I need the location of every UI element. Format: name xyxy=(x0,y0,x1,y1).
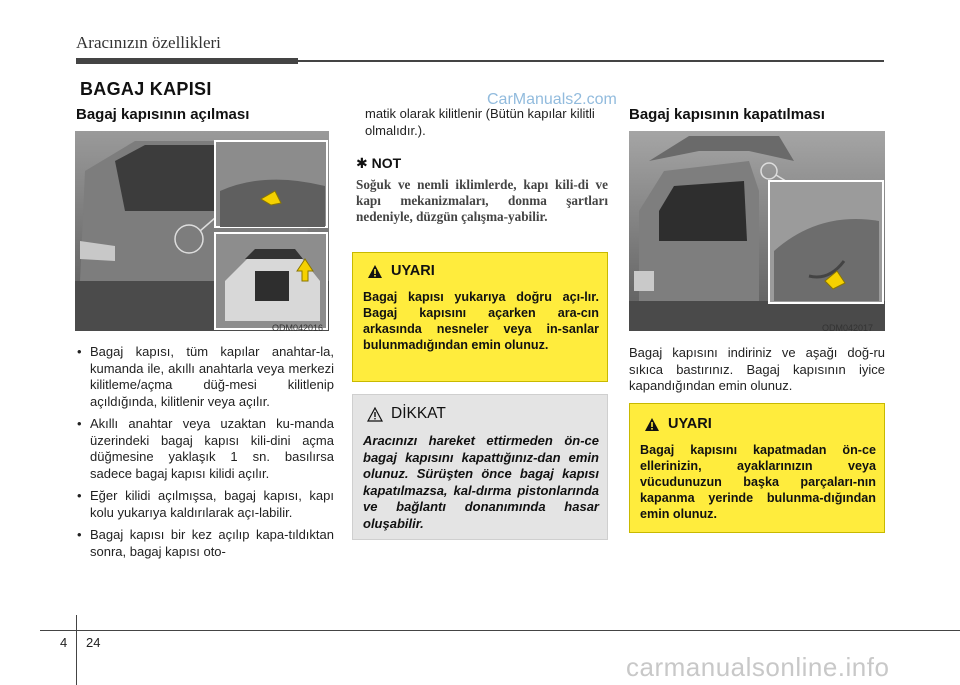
caution-box xyxy=(352,394,608,540)
list-item: • Akıllı anahtar veya uzaktan ku-manda üzerindeki bagaj kapısı kili-dini açma düğmesine yaklaşık 1 sn. basılırsa sadece bagaj kapısı kilidi açılır. xyxy=(76,416,334,482)
section-title: BAGAJ KAPISI xyxy=(80,79,212,99)
caution-title: DİKKAT xyxy=(391,405,446,422)
photo-code-1: ODM042016 xyxy=(272,323,324,333)
caution-body: Aracınızı hareket ettirmeden ön-ce bagaj kapısını kapattığınız-dan emin olunuz. Sürüşten önce bagaj kapısı kapatılmazsa, kal-dırma pistonlarında ve bağlantı donanımında hasar oluşabilir. xyxy=(363,433,599,531)
warning-body: Bagaj kapısını kapatmadan ön-ce ellerinizin, ayaklarınızın veya vücudunuzun başka parçaları-nın kapanma yerinde bulunma-dığından emin olunuz. xyxy=(640,443,876,521)
photo-code-2: ODM042017 xyxy=(822,323,874,333)
list-item: • Eğer kilidi açılmışsa, bagaj kapısı, kapı kolu yukarıya kaldırılarak açı-labilir. xyxy=(76,488,334,521)
footer-rule xyxy=(40,630,960,631)
opening-bullet-list xyxy=(76,344,334,566)
header-title: Aracınızın özellikleri xyxy=(76,33,221,52)
chapter-number: 4 xyxy=(60,635,68,650)
tailgate-open-photo xyxy=(75,131,329,331)
footer-divider xyxy=(76,615,77,685)
page-number: 24 xyxy=(86,635,101,650)
warning-box-opening xyxy=(352,252,608,382)
closing-text: Bagaj kapısını indiriniz ve aşağı doğ-ru sıkıca bastırınız. Bagaj kapısının iyice kapandığından emin olunuz. xyxy=(629,345,885,393)
warning-header xyxy=(367,263,435,279)
warning-body: Bagaj kapısı yukarıya doğru açı-lır. Bagaj kapısını açarken ara-cın arkasında nesneler veya in-sanlar bulunmadığından emin olunuz. xyxy=(363,290,599,352)
tailgate-close-illustration xyxy=(629,131,885,331)
warning-header xyxy=(644,416,712,432)
warning-title: UYARI xyxy=(391,263,435,279)
note-body: Soğuk ve nemli iklimlerde, kapı kili-di ve kapı mekanizmaları, donma şartları nedeniyle, düzgün çalışma-yabilir. xyxy=(356,177,608,224)
header-rule-thick xyxy=(76,58,298,64)
opening-heading: Bagaj kapısının açılması xyxy=(76,106,250,123)
warning-box-closing xyxy=(629,403,885,533)
header-rule-thin xyxy=(298,60,884,62)
caution-triangle-icon xyxy=(367,407,383,422)
tailgate-open-illustration xyxy=(75,131,329,331)
caution-header xyxy=(367,405,446,423)
closing-heading: Bagaj kapısının kapatılması xyxy=(629,106,825,123)
watermark-top[interactable]: CarManuals2.com xyxy=(487,91,617,108)
bullet-continuation: matik olarak kilitlenir (Bütün kapılar kilitli olmalıdır.). xyxy=(365,106,595,138)
list-item: • Bagaj kapısı, tüm kapılar anahtar-la, kumanda ile, akıllı anahtarla veya merkezi kilitleme/açma düğ-mesi kilitlenip açıldığında, kilitlenir veya açılır. xyxy=(76,344,334,410)
warning-triangle-icon xyxy=(367,264,383,279)
list-item: • Bagaj kapısı bir kez açılıp kapa-tıldıktan sonra, bagaj kapısı oto- xyxy=(76,527,334,560)
note-title: ✱ NOT xyxy=(356,155,402,171)
watermark-bottom[interactable]: carmanualsonline.info xyxy=(626,652,890,682)
tailgate-close-photo xyxy=(629,131,885,331)
warning-title: UYARI xyxy=(668,416,712,432)
warning-triangle-icon xyxy=(644,417,660,432)
